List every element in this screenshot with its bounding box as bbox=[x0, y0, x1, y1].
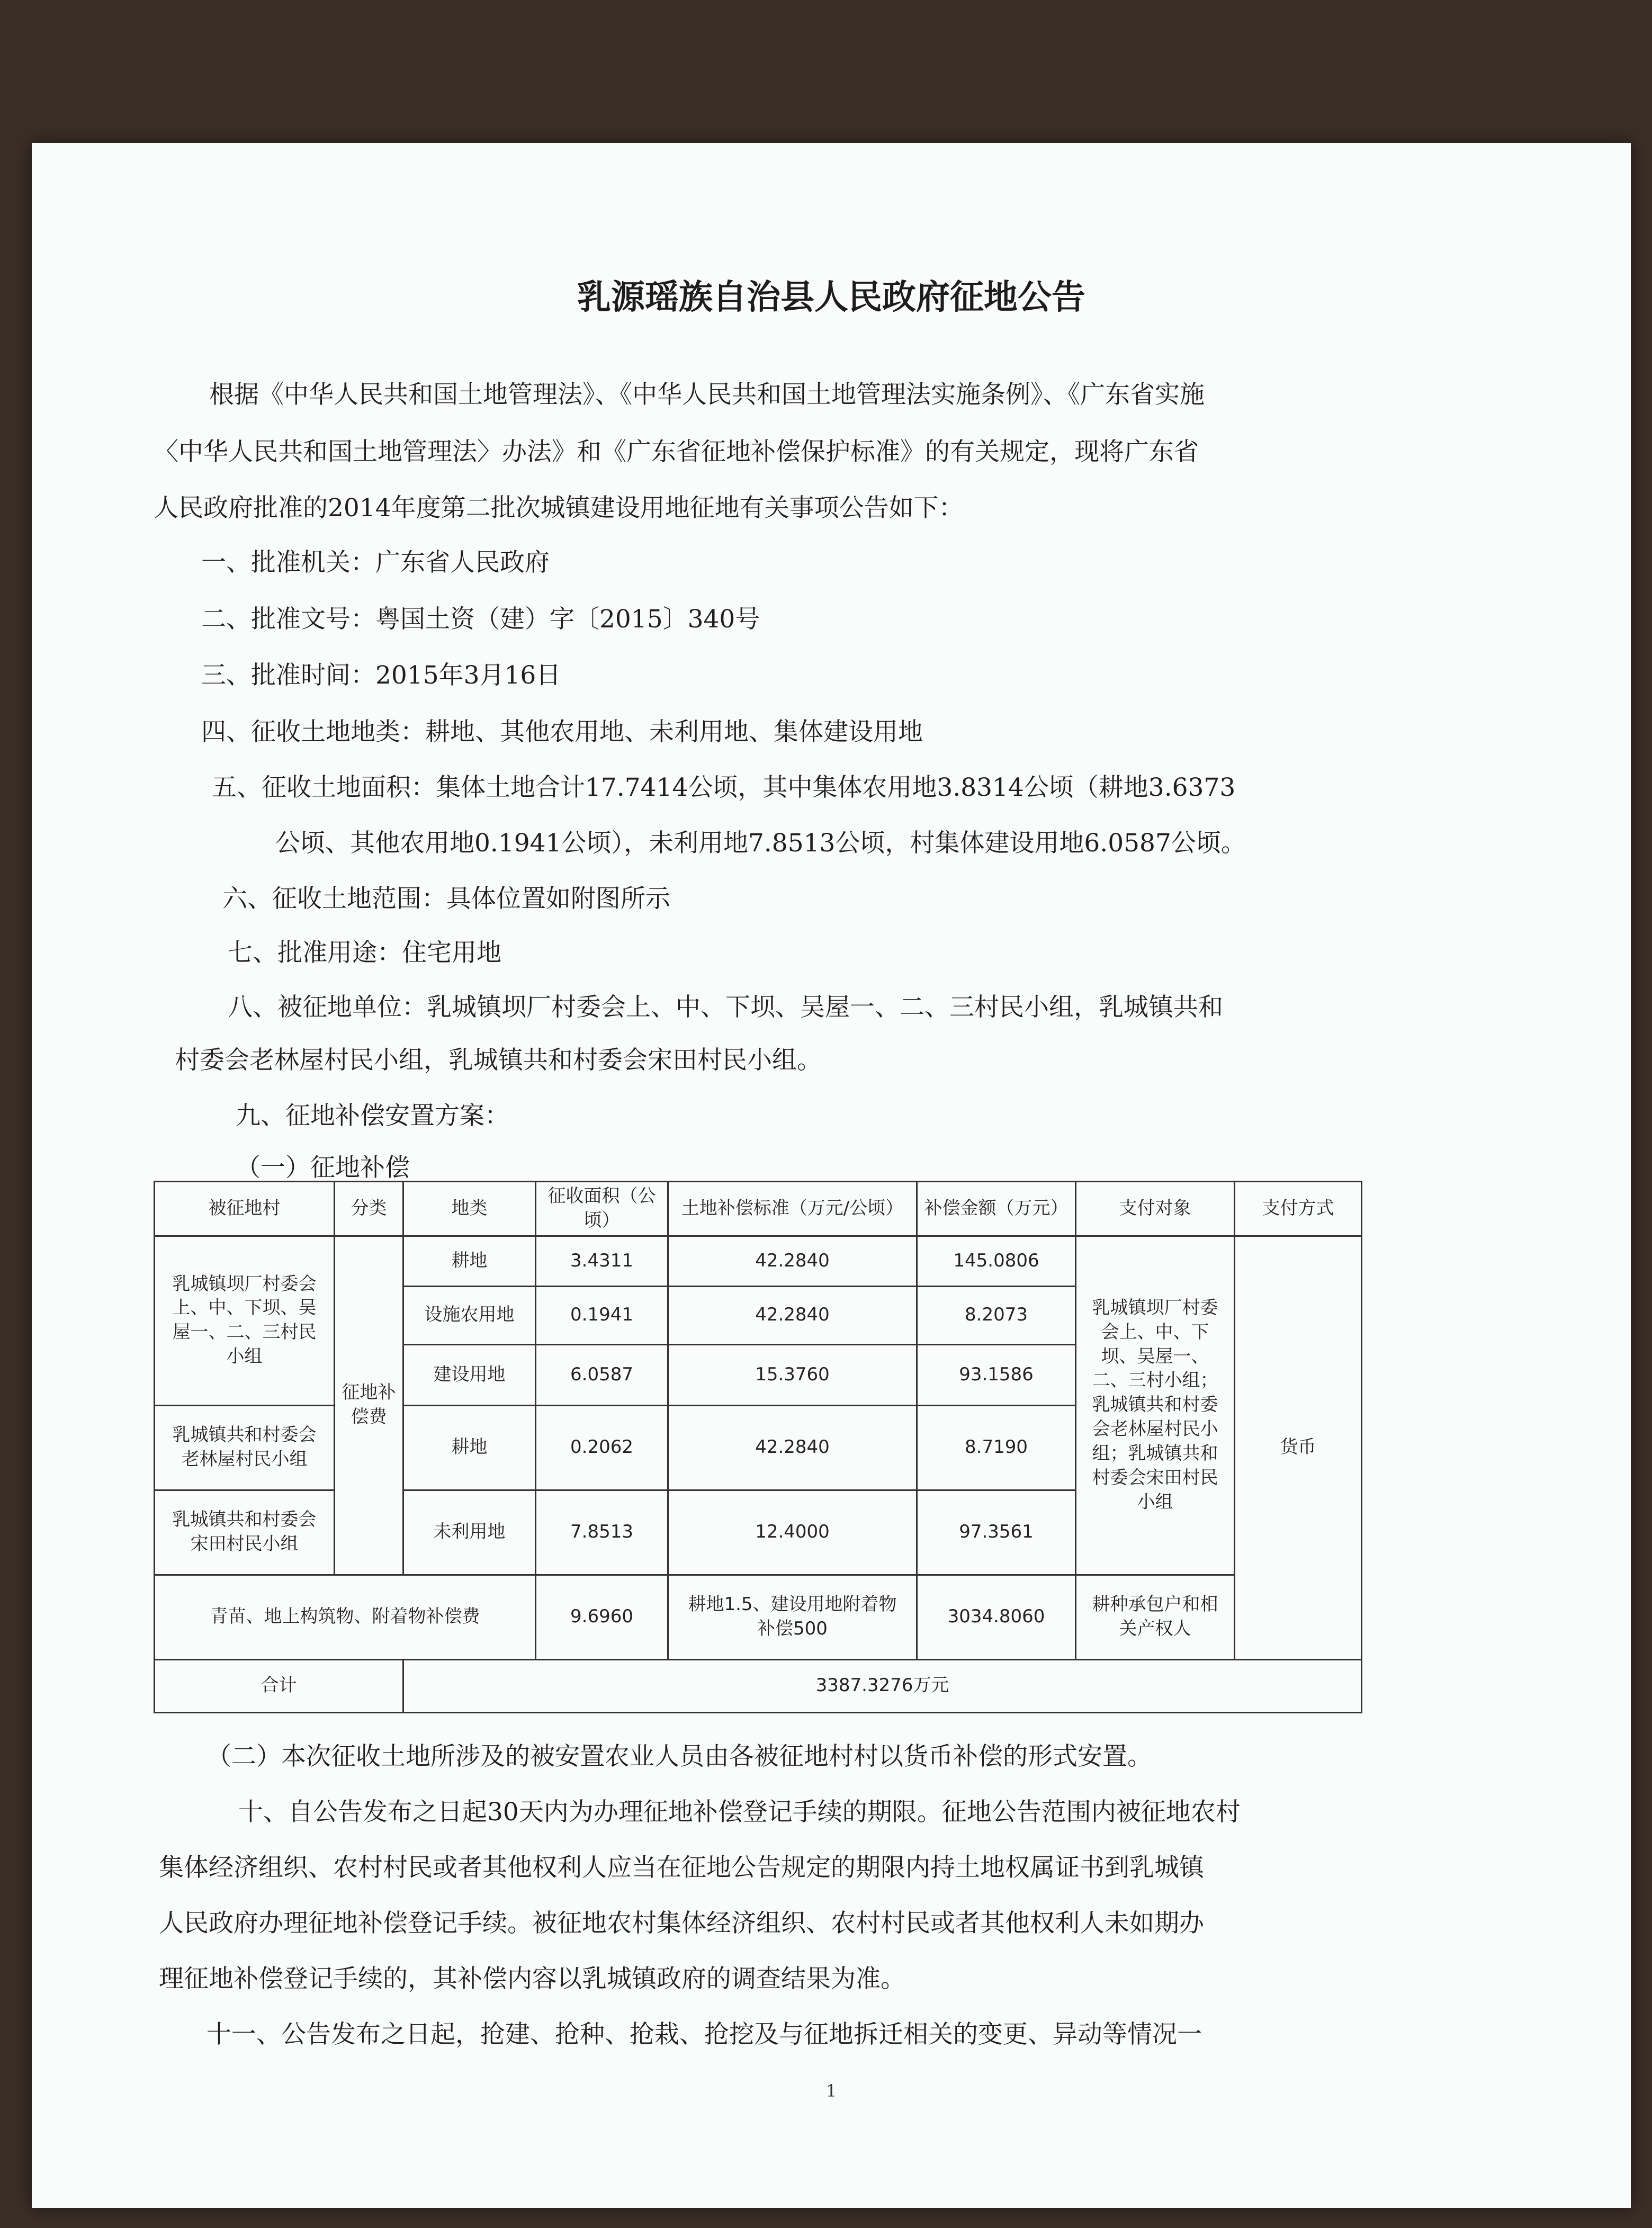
item-9: 九、征地补偿安置方案： bbox=[236, 1101, 509, 1130]
amount-cell: 3034.8060 bbox=[917, 1575, 1076, 1659]
item-11: 十一、公告发布之日起，抢建、抢种、抢栽、抢挖及与征地拆迁相关的变更、异动等情况一 bbox=[206, 2020, 1202, 2049]
intro-line: 根据《中华人民共和国土地管理法》、《中华人民共和国土地管理法实施条例》、《广东省实施 bbox=[209, 380, 1205, 409]
land-type-cell: 耕地 bbox=[403, 1405, 536, 1490]
item-7: 七、批准用途：住宅用地 bbox=[228, 938, 501, 967]
area-cell: 9.6960 bbox=[536, 1575, 668, 1659]
intro-line: 人民政府批准的2014年度第二批次城镇建设用地征地有关事项公告如下： bbox=[154, 493, 964, 523]
table-total-row bbox=[155, 1659, 1362, 1712]
item-10-cont: 人民政府办理征地补偿登记手续。被征地农村集体经济组织、农村村民或者其他权利人未如期办 bbox=[159, 1909, 1204, 1938]
item-8-cont: 村委会老林屋村民小组，乳城镇共和村委会宋田村民小组。 bbox=[175, 1046, 822, 1075]
amount-cell: 97.3561 bbox=[917, 1490, 1076, 1575]
table-header: 支付方式 bbox=[1235, 1182, 1362, 1236]
item-10-cont: 集体经济组织、农村村民或者其他权利人应当在征地公告规定的期限内持土地权属证书到乳城镇 bbox=[159, 1853, 1204, 1882]
intro-line: 〈中华人民共和国土地管理法〉办法》和《广东省征地补偿保护标准》的有关规定，现将广东省 bbox=[154, 437, 1199, 466]
standard-cell: 耕地1.5、建设用地附着物补偿500 bbox=[668, 1575, 917, 1659]
document-title: 乳源瑶族自治县人民政府征地公告 bbox=[577, 277, 1085, 317]
table-header: 支付对象 bbox=[1076, 1182, 1235, 1236]
area-cell: 6.0587 bbox=[536, 1344, 668, 1405]
compensation-table bbox=[154, 1181, 1362, 1713]
document-page bbox=[32, 143, 1631, 2208]
table-header: 地类 bbox=[403, 1182, 536, 1236]
amount-cell: 93.1586 bbox=[917, 1344, 1076, 1405]
table-header: 补偿金额（万元） bbox=[917, 1182, 1076, 1236]
item-1: 一、批准机关：广东省人民政府 bbox=[201, 548, 550, 577]
land-type-cell: 建设用地 bbox=[403, 1344, 536, 1405]
land-type-cell: 未利用地 bbox=[403, 1490, 536, 1575]
land-type-cell: 耕地 bbox=[403, 1236, 536, 1286]
amount-cell: 8.2073 bbox=[917, 1286, 1076, 1344]
standard-cell: 15.3760 bbox=[668, 1344, 917, 1405]
item-10: 十、自公告发布之日起30天内为办理征地补偿登记手续的期限。征地公告范围内被征地农村 bbox=[238, 1798, 1241, 1827]
page-number: 1 bbox=[825, 2081, 837, 2101]
village-cell: 乳城镇共和村委会宋田村民小组 bbox=[155, 1490, 335, 1575]
amount-cell: 145.0806 bbox=[917, 1236, 1076, 1286]
item-5: 五、征收土地面积：集体土地合计17.7414公顷，其中集体农用地3.8314公顷（耕地3.6373 bbox=[212, 773, 1236, 802]
sub-item-2: （二）本次征收土地所涉及的被安置农业人员由各被征地村村以货币补偿的形式安置。 bbox=[206, 1742, 1152, 1771]
standard-cell: 42.2840 bbox=[668, 1405, 917, 1490]
village-cell: 乳城镇共和村委会老林屋村民小组 bbox=[155, 1405, 335, 1490]
total-value: 3387.3276万元 bbox=[403, 1659, 1362, 1712]
table-row bbox=[155, 1236, 1362, 1286]
area-cell: 3.4311 bbox=[536, 1236, 668, 1286]
item-2: 二、批准文号：粤国土资（建）字〔2015〕340号 bbox=[201, 605, 760, 634]
crop-compensation-label: 青苗、地上构筑物、附着物补偿费 bbox=[155, 1575, 536, 1659]
item-8: 八、被征地单位：乳城镇坝厂村委会上、中、下坝、吴屋一、二、三村民小组，乳城镇共和 bbox=[228, 993, 1223, 1022]
payment-method-cell: 货币 bbox=[1235, 1236, 1362, 1659]
total-label: 合计 bbox=[155, 1659, 403, 1712]
item-9-sub-1: （一）征地补偿 bbox=[236, 1153, 410, 1182]
table-header: 征收面积（公顷） bbox=[536, 1182, 668, 1236]
item-4: 四、征收土地地类：耕地、其他农用地、未利用地、集体建设用地 bbox=[201, 717, 923, 747]
standard-cell: 42.2840 bbox=[668, 1236, 917, 1286]
payee-cell: 耕种承包户和相关产权人 bbox=[1076, 1575, 1235, 1659]
payee-cell: 乳城镇坝厂村委会上、中、下坝、吴屋一、二、三村小组；乳城镇共和村委会老林屋村民小组；乳城镇共和村委会宋田村民小组 bbox=[1076, 1236, 1235, 1575]
village-cell: 乳城镇坝厂村委会上、中、下坝、吴屋一、二、三村民小组 bbox=[155, 1236, 335, 1405]
item-6: 六、征收土地范围：具体位置如附图所示 bbox=[222, 884, 670, 913]
table-header: 被征地村 bbox=[155, 1182, 335, 1236]
table-row bbox=[155, 1575, 1362, 1659]
amount-cell: 8.7190 bbox=[917, 1405, 1076, 1490]
item-3: 三、批准时间：2015年3月16日 bbox=[201, 661, 561, 690]
area-cell: 0.2062 bbox=[536, 1405, 668, 1490]
standard-cell: 12.4000 bbox=[668, 1490, 917, 1575]
item-10-cont: 理征地补偿登记手续的，其补偿内容以乳城镇政府的调查结果为准。 bbox=[159, 1964, 905, 1993]
land-type-cell: 设施农用地 bbox=[403, 1286, 536, 1344]
area-cell: 7.8513 bbox=[536, 1490, 668, 1575]
table-header: 土地补偿标准（万元/公顷） bbox=[668, 1182, 917, 1236]
item-5-cont: 公顷、其他农用地0.1941公顷），未利用地7.8513公顷，村集体建设用地6.0587公顷。 bbox=[275, 829, 1246, 858]
table-header-row bbox=[155, 1182, 1362, 1236]
area-cell: 0.1941 bbox=[536, 1286, 668, 1344]
standard-cell: 42.2840 bbox=[668, 1286, 917, 1344]
table-header: 分类 bbox=[335, 1182, 403, 1236]
category-cell: 征地补偿费 bbox=[335, 1236, 403, 1575]
